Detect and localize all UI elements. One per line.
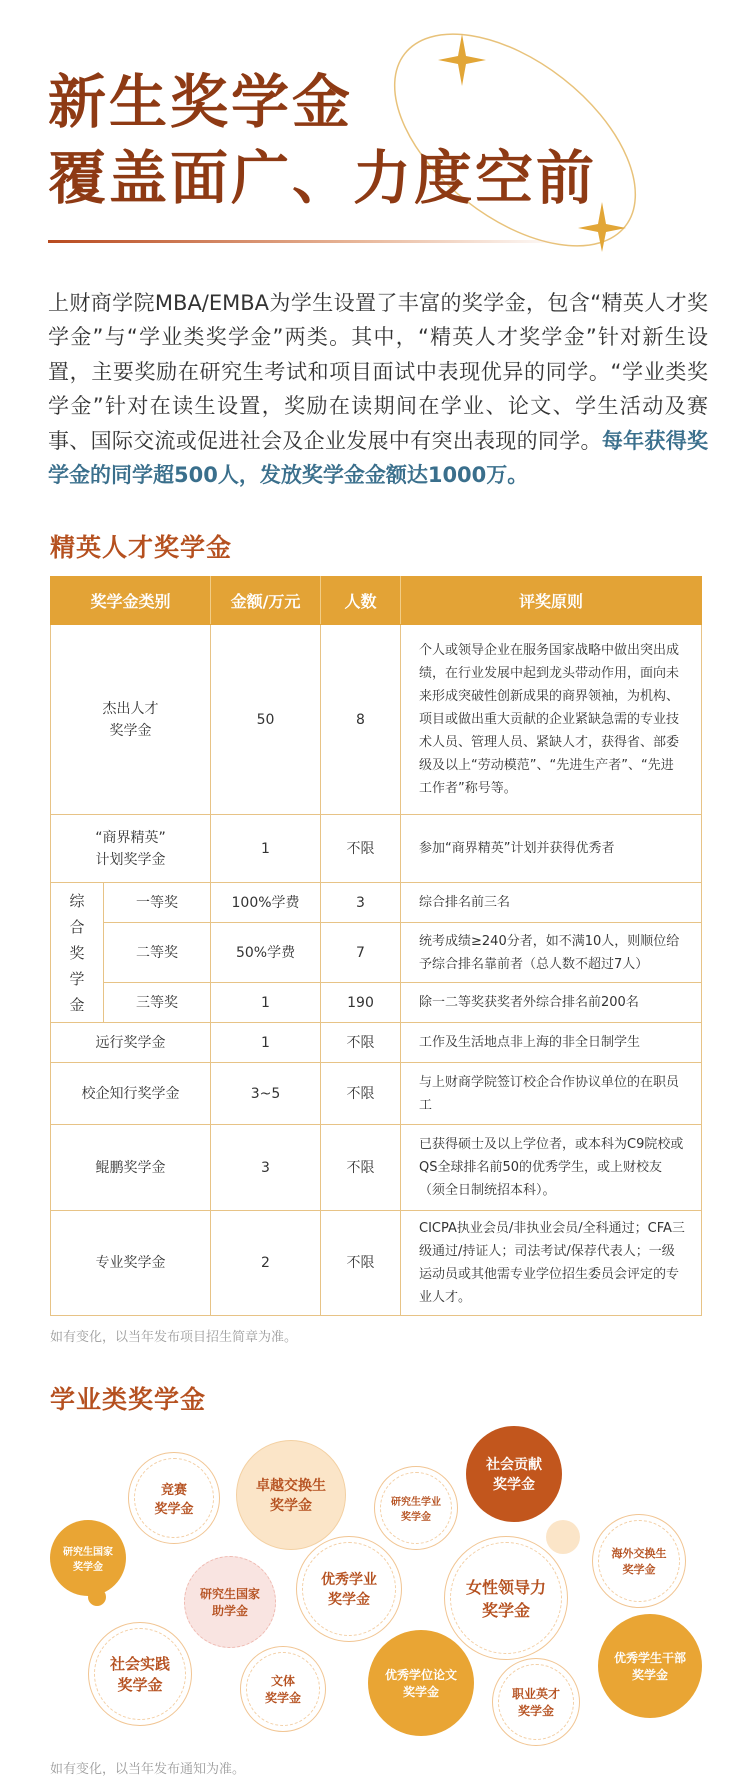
cell-count: 不限: [321, 1125, 401, 1211]
cell-amount: 1: [211, 815, 321, 883]
cell-amount: 50: [211, 625, 321, 815]
table-header-row: [51, 577, 702, 625]
cell-name: 鲲鹏奖学金: [51, 1125, 211, 1211]
cell-rule: CICPA执业会员/非执业会员/全科通过；CFA三级通过/持证人；司法考试/保荐代表人；一级运动员或其他需专业学位招生委员会评定的专业人才。: [401, 1211, 702, 1316]
section-title-elite: 精英人才奖学金: [50, 533, 233, 562]
cell-amount: 100%学费: [211, 883, 321, 923]
bubble-exchange-excellence: 卓越交换生 奖学金: [236, 1440, 346, 1550]
cell-name: “商界精英” 计划奖学金: [51, 815, 211, 883]
bubble-thesis-excellence: 优秀学位论文 奖学金: [368, 1630, 474, 1736]
header-rule: 评奖原则: [401, 577, 702, 625]
bubble-grad-academic: 研究生学业 奖学金: [374, 1466, 458, 1550]
cell-rule: 工作及生活地点非上海的非全日制学生: [401, 1023, 702, 1063]
cell-rule: 综合排名前三名: [401, 883, 702, 923]
intro-highlight: 每年获得奖学金的同学超500人，发放奖学金金额达1000万。: [48, 428, 709, 488]
cell-count: 不限: [321, 1211, 401, 1316]
cell-name: 专业奖学金: [51, 1211, 211, 1316]
bubble-student-leader: 优秀学生干部 奖学金: [598, 1614, 702, 1718]
bubble-overseas-exchange: 海外交换生 奖学金: [592, 1514, 686, 1608]
cell-rule: 与上财商学院签订校企合作协议单位的在职员工: [401, 1063, 702, 1125]
cell-amount: 50%学费: [211, 923, 321, 983]
cell-group-name: 综合奖学金: [51, 883, 104, 1023]
cell-amount: 3: [211, 1125, 321, 1211]
cell-rule: 参加“商界精英”计划并获得优秀者: [401, 815, 702, 883]
table-row: [51, 625, 702, 815]
cell-count: 不限: [321, 815, 401, 883]
table-row: [51, 815, 702, 883]
table-row: [51, 983, 702, 1023]
cell-rule: 已获得硕士及以上学位者，或本科为C9院校或QS全球排名前50的优秀学生，或上财校友（须全日制统招本科）。: [401, 1125, 702, 1211]
table-row: [51, 1063, 702, 1125]
cell-rule: 统考成绩≥240分者，如不满10人，则顺位给予综合排名靠前者（总人数不超过7人）: [401, 923, 702, 983]
bubble-academic-excellence: 优秀学业 奖学金: [296, 1536, 402, 1642]
academic-note: 如有变化，以当年发布通知为准。: [50, 1762, 246, 1777]
cell-count: 190: [321, 983, 401, 1023]
cell-name: 校企知行奖学金: [51, 1063, 211, 1125]
bubble-national-scholarship: 研究生国家 奖学金: [50, 1520, 126, 1596]
cell-count: 不限: [321, 1023, 401, 1063]
table-row: [51, 883, 702, 923]
section-title-academic: 学业类奖学金: [50, 1385, 207, 1414]
title-divider: [48, 240, 568, 243]
cell-name: 远行奖学金: [51, 1023, 211, 1063]
bubble-competition: 竞赛 奖学金: [128, 1452, 220, 1544]
cell-amount: 1: [211, 983, 321, 1023]
cell-name: 一等奖: [104, 883, 211, 923]
intro-text: 上财商学院MBA/EMBA为学生设置了丰富的奖学金，包含“精英人才奖学金”与“学业类奖学金”两类。其中，“精英人才奖学金”针对新生设置，主要奖励在研究生考试和项目面试中表现优异的同学。“学业类奖学金”针对在读生设置，奖励在读期间在学业、论文、学生活动及赛事、国际交流或促进社会及企业发展中有突出表现的同学。: [48, 291, 708, 453]
header-category: 奖学金类别: [51, 577, 211, 625]
bubble-social-contribution: 社会贡献 奖学金: [466, 1426, 562, 1522]
decor-dot: [88, 1588, 106, 1606]
cell-count: 3: [321, 883, 401, 923]
bubble-career-talent: 职业英才 奖学金: [492, 1658, 580, 1746]
elite-scholarship-table: [50, 576, 702, 1316]
table-row: [51, 1023, 702, 1063]
table-row: [51, 1125, 702, 1211]
table-row: [51, 1211, 702, 1316]
intro-paragraph: [48, 286, 708, 492]
cell-count: 8: [321, 625, 401, 815]
bubble-social-practice: 社会实践 奖学金: [88, 1622, 192, 1726]
header-amount: 金额/万元: [211, 577, 321, 625]
cell-name: 三等奖: [104, 983, 211, 1023]
cell-amount: 2: [211, 1211, 321, 1316]
cell-count: 7: [321, 923, 401, 983]
cell-amount: 3~5: [211, 1063, 321, 1125]
decor-dot: [546, 1520, 580, 1554]
page-title: [48, 64, 597, 216]
title-line-1: 新生奖学金: [48, 68, 354, 136]
cell-count: 不限: [321, 1063, 401, 1125]
bubble-women-leadership: 女性领导力 奖学金: [444, 1536, 568, 1660]
bubble-sports-arts: 文体 奖学金: [240, 1646, 326, 1732]
cell-amount: 1: [211, 1023, 321, 1063]
elite-note: 如有变化，以当年发布项目招生简章为准。: [50, 1330, 298, 1345]
cell-name: 二等奖: [104, 923, 211, 983]
cell-name: 杰出人才 奖学金: [51, 625, 211, 815]
cell-rule: 除一二等奖获奖者外综合排名前200名: [401, 983, 702, 1023]
bubble-national-grant: 研究生国家 助学金: [184, 1556, 276, 1648]
table-row: [51, 923, 702, 983]
header-count: 人数: [321, 577, 401, 625]
cell-rule: 个人或领导企业在服务国家战略中做出突出成绩，在行业发展中起到龙头带动作用，面向未来形成突破性创新成果的商界领袖，为机构、项目或做出重大贡献的企业紧缺急需的专业技术人员、管理人员、紧缺人才，获得省、部委级及以上“劳动模范”、“先进生产者”、“先进工作者”称号等。: [401, 625, 702, 815]
title-line-2: 覆盖面广、力度空前: [48, 144, 598, 212]
